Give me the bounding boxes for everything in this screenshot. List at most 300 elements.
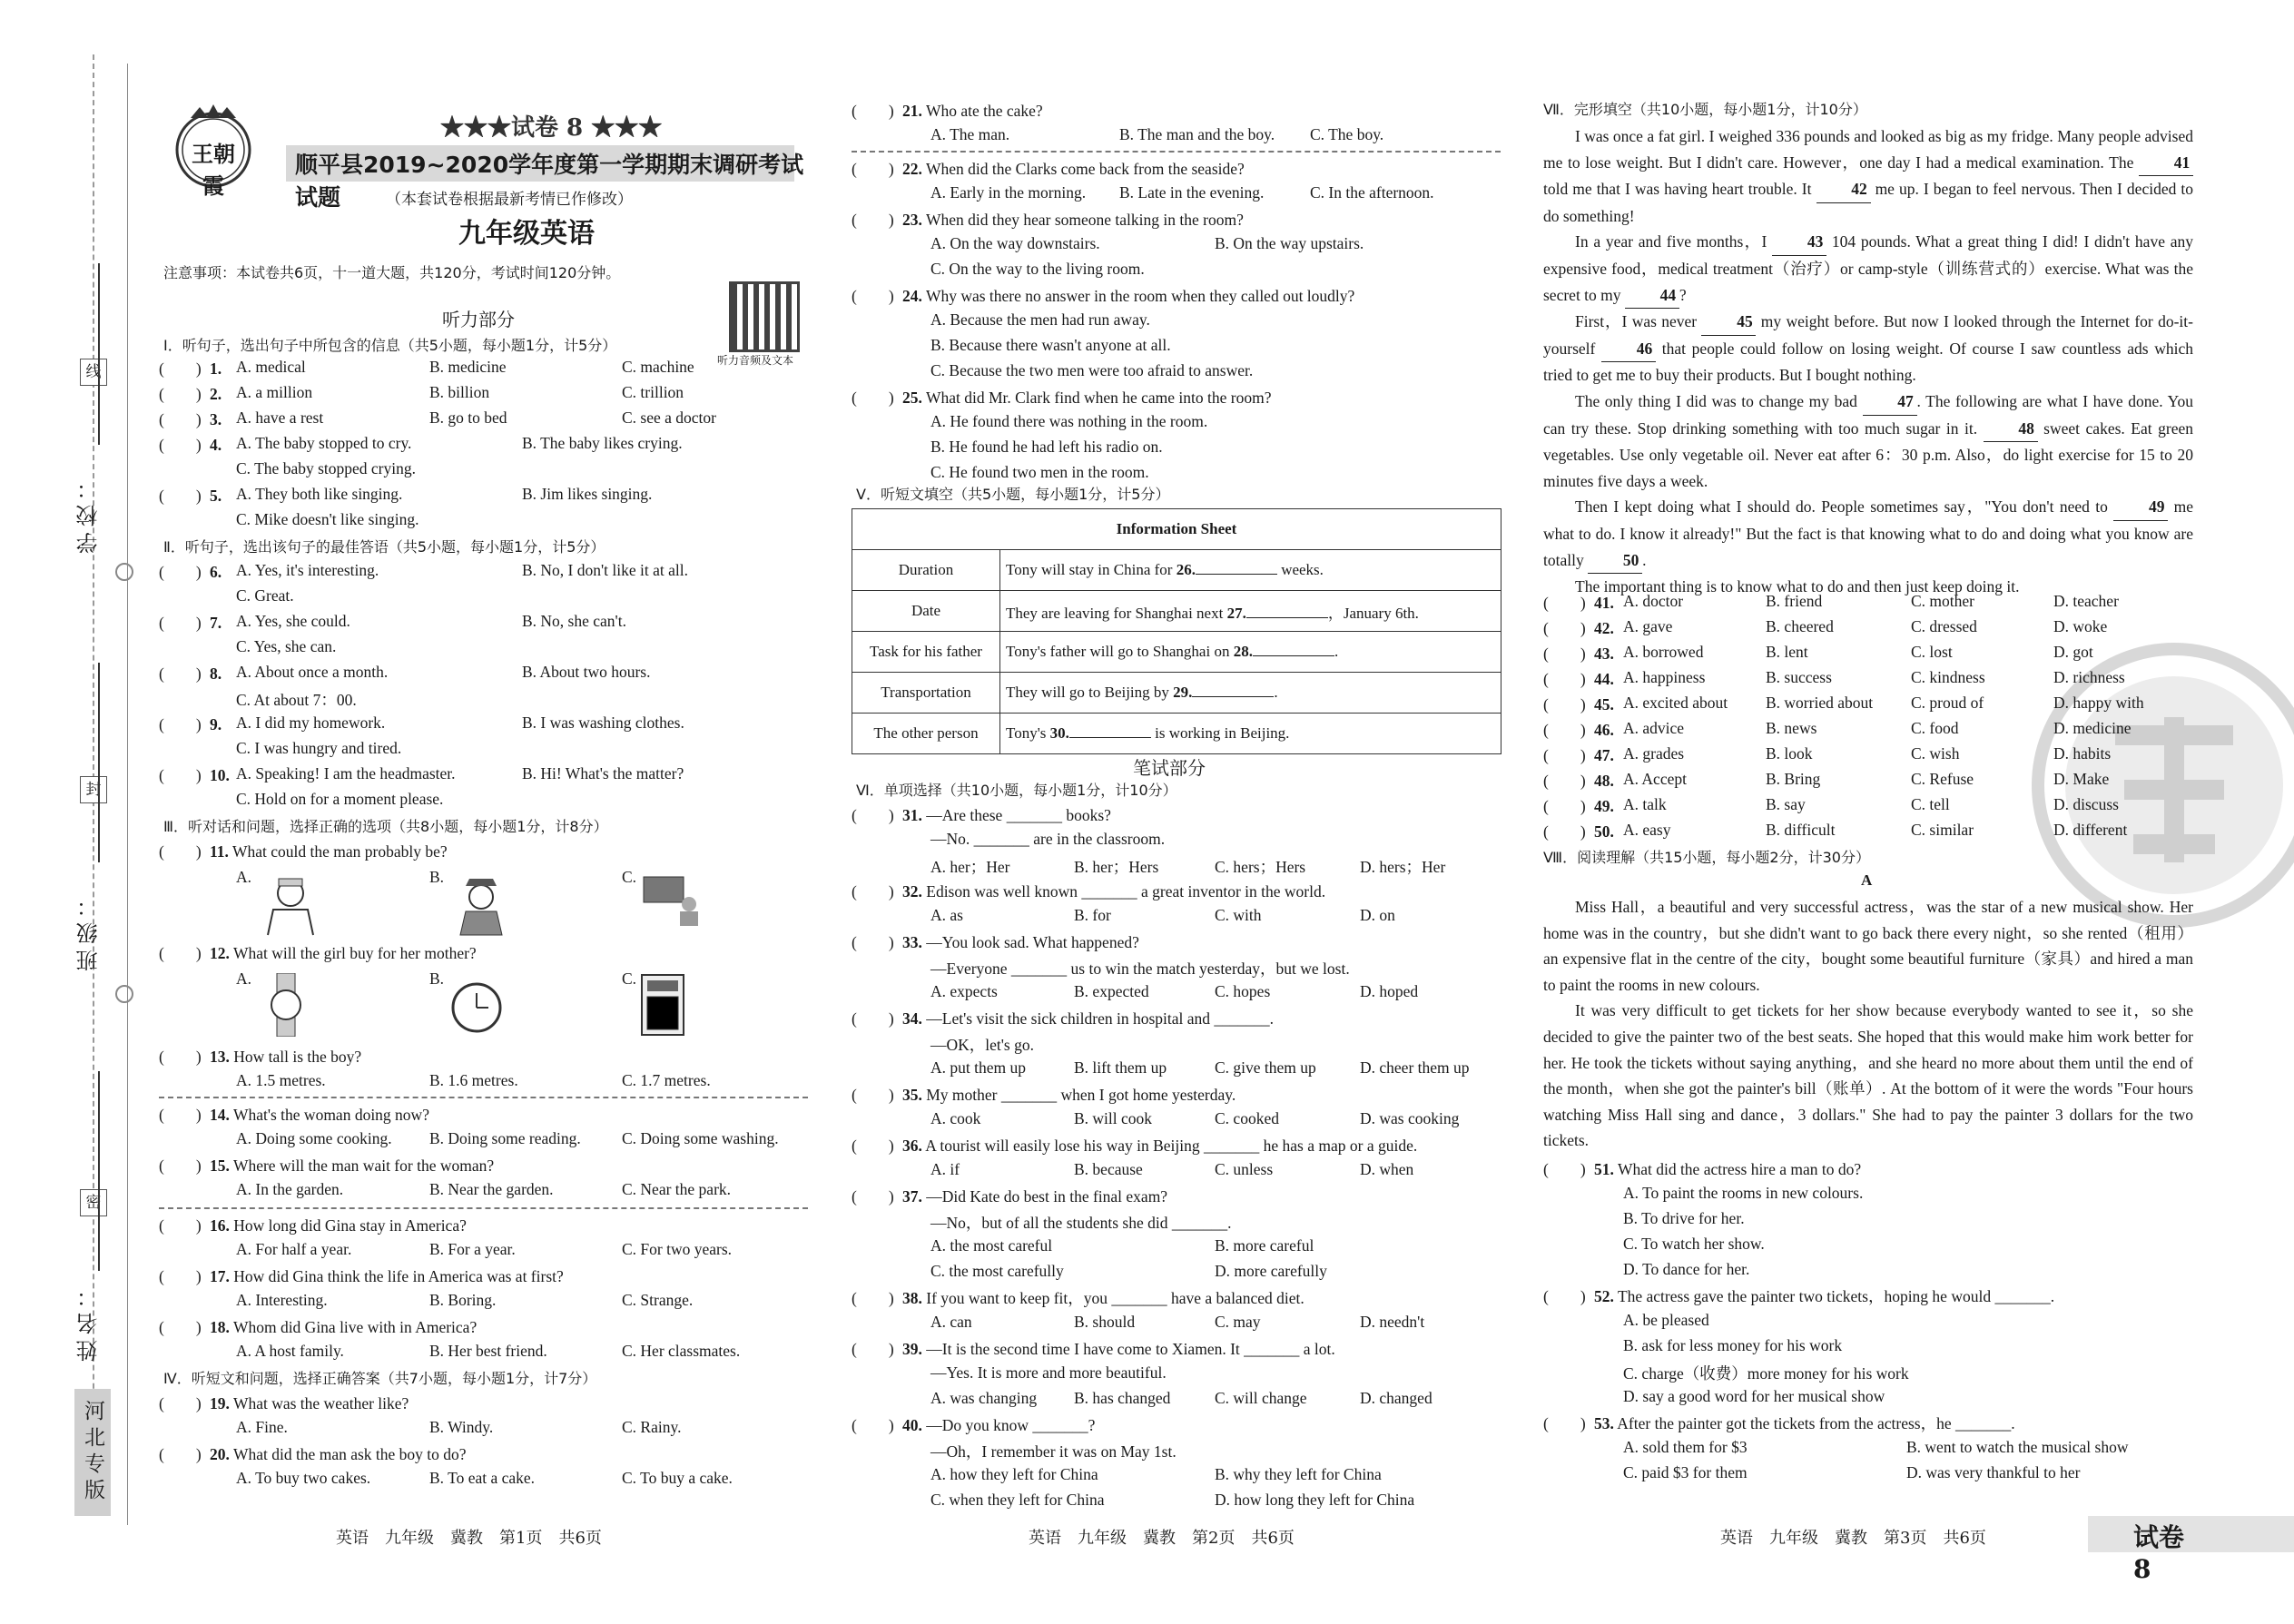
table-row: [852, 632, 1501, 673]
question-46: ( ) 46.: [1543, 721, 1614, 739]
q52-stem: The actress gave the painter two tickets，hoping he would _______.: [1617, 1287, 2055, 1305]
q8-num: 8.: [210, 664, 222, 683]
q10-c: C. Hold on for a moment please.: [236, 790, 444, 808]
q16-b: B. For a year.: [429, 1240, 516, 1258]
q23-num: 23.: [902, 211, 922, 229]
question-6: ( ) 6.: [159, 563, 222, 581]
section-6-title: Ⅵ．单项选择（共10小题，每小题1分，计10分）: [856, 782, 1177, 799]
q49-c: C. tell: [1911, 795, 1950, 813]
q20-a: A. To buy two cakes.: [236, 1469, 371, 1487]
q17-a: A. Interesting.: [236, 1291, 328, 1309]
question-50: ( ) 50.: [1543, 822, 1614, 841]
q33-c: C. hopes: [1215, 982, 1271, 1000]
q44-d: D. richness: [2053, 668, 2125, 686]
q3-c: C. see a doctor: [622, 408, 716, 427]
school-label: 学校：: [76, 472, 102, 554]
q48-c: C. Refuse: [1911, 770, 1974, 788]
page-3-footer: 英语 九年级 冀教 第3页 共6页: [1720, 1529, 1986, 1548]
series-label: ★★★试卷 8 ★★★: [440, 114, 663, 142]
q52-b: B. ask for less money for his work: [1623, 1336, 1843, 1354]
cloze-p4a: The only thing I did was to change my bad: [1575, 391, 1863, 410]
q53-b: B. went to watch the musical show: [1906, 1438, 2129, 1456]
q39-d: D. changed: [1360, 1389, 1433, 1407]
q8-c: C. At about 7：00.: [236, 691, 357, 709]
info-rows-4-pre: Tony's: [1006, 724, 1050, 742]
q17-num: 17.: [210, 1267, 230, 1285]
q32-stem: Edison was well known _______ a great inventor in the world.: [926, 882, 1326, 901]
q15-a: A. In the garden.: [236, 1180, 344, 1198]
question-18: ( ) 18. Whom did Gina live with in America?: [159, 1318, 478, 1336]
q38-stem: If you want to keep fit，you _______ have a balanced diet.: [926, 1289, 1305, 1307]
q25-b: B. He found he had left his radio on.: [930, 438, 1163, 456]
q31-a: A. her；Her: [930, 858, 1010, 876]
q22-num: 22.: [902, 160, 922, 178]
q52-d: D. say a good word for her musical show: [1623, 1387, 1885, 1405]
q47-b: B. look: [1766, 744, 1813, 763]
cloze-b43: 43: [1772, 229, 1826, 256]
q39-b: B. has changed: [1074, 1389, 1171, 1407]
reading-passage-a: [1543, 894, 2193, 1154]
info-rows-3-pre: They will go to Beijing by: [1006, 684, 1174, 701]
cloze-b49: 49: [2113, 494, 2168, 521]
q46-c: C. food: [1911, 719, 1959, 737]
cloze-p2b: 104 pounds. What a great thing I did! I didn't have any expensive food，medical treatment（治疗）or camp-style（训练营式的）exercise. What was the secret to my: [1543, 232, 2193, 304]
question-41: ( ) 41.: [1543, 594, 1614, 612]
q38-b: B. should: [1074, 1313, 1136, 1331]
q45-d: D. happy with: [2053, 694, 2144, 712]
q50-a: A. easy: [1623, 821, 1671, 839]
q47-num: 47.: [1594, 746, 1614, 764]
q43-a: A. borrowed: [1623, 643, 1704, 661]
q51-b: B. To drive for her.: [1623, 1209, 1745, 1227]
q21-a: A. The man.: [930, 125, 1010, 143]
q47-a: A. grades: [1623, 744, 1685, 763]
q7-a: A. Yes, she could.: [236, 612, 350, 630]
q42-d: D. woke: [2053, 617, 2108, 635]
q50-num: 50.: [1594, 822, 1614, 841]
q35-b: B. will cook: [1074, 1109, 1153, 1127]
question-21: ( ) 21. Who ate the cake?: [852, 102, 1043, 120]
q40-c: C. when they left for China: [930, 1491, 1105, 1509]
q13-b: B. 1.6 metres.: [429, 1071, 518, 1089]
q14-num: 14.: [210, 1106, 230, 1124]
q48-b: B. Bring: [1766, 770, 1821, 788]
q9-b: B. I was washing clothes.: [522, 714, 684, 732]
info-rows-1-post: ，January 6th.: [1327, 604, 1419, 622]
question-49: ( ) 49.: [1543, 797, 1614, 815]
q43-b: B. lent: [1766, 643, 1808, 661]
q40-d: D. how long they left for China: [1215, 1491, 1415, 1509]
class-label: 班级：: [76, 890, 102, 971]
q18-b: B. Her best friend.: [429, 1342, 547, 1360]
q2-b: B. billion: [429, 383, 490, 401]
q34-num: 34.: [902, 1009, 922, 1028]
q49-b: B. say: [1766, 795, 1806, 813]
q31-b: B. her；Hers: [1074, 858, 1159, 876]
q19-a: A. Fine.: [236, 1418, 288, 1436]
q53-d: D. was very thankful to her: [1906, 1463, 2081, 1481]
q51-stem: What did the actress hire a man to do?: [1617, 1160, 1862, 1178]
q34-b: B. lift them up: [1074, 1058, 1167, 1077]
q44-num: 44.: [1594, 670, 1614, 688]
section-1-title: Ⅰ．听句子，选出句子中所包含的信息（共5小题，每小题1分，计5分）: [163, 337, 617, 354]
q22-c: C. In the afternoon.: [1310, 183, 1434, 202]
q15-c: C. Near the park.: [622, 1180, 732, 1198]
q46-d: D. medicine: [2053, 719, 2132, 737]
q49-d: D. discuss: [2053, 795, 2119, 813]
q37-d: D. more carefully: [1215, 1262, 1327, 1280]
q40-a: A. how they left for China: [930, 1465, 1098, 1483]
q45-a: A. excited about: [1623, 694, 1728, 712]
q40-num: 40.: [902, 1416, 922, 1434]
section-4-title: Ⅳ．听短文和问题，选择正确答案（共7小题，每小题1分，计7分）: [163, 1370, 597, 1387]
info-rows-2-num: 28.: [1233, 643, 1253, 660]
q48-d: D. Make: [2053, 770, 2110, 788]
q41-num: 41.: [1594, 594, 1614, 612]
q9-num: 9.: [210, 715, 222, 733]
cloze-p3c: that people could follow on losing weight. Of course I saw countless ads which tried to get me to buy their products. But I bought nothing.: [1543, 339, 2193, 385]
paper-badge: 试卷 8: [2133, 1522, 2185, 1584]
answer-blank[interactable]: [1196, 574, 1277, 575]
q23-b: B. On the way upstairs.: [1215, 234, 1364, 252]
q37-num: 37.: [902, 1187, 922, 1206]
q31-c: C. hers；Hers: [1215, 858, 1306, 876]
q49-a: A. talk: [1623, 795, 1667, 813]
question-53: ( ) 53. After the painter got the tickets from the actress，he _______.: [1543, 1414, 2015, 1432]
q39-a: A. was changing: [930, 1389, 1038, 1407]
question-35: ( ) 35. My mother _______ when I got home yesterday.: [852, 1086, 1236, 1104]
cloze-p2a: In a year and five months，I: [1575, 232, 1773, 251]
q20-c: C. To buy a cake.: [622, 1469, 733, 1487]
cloze-p4b: . The following are what I have done. You can try these. Stop drinking something with too much sugar in it.: [1543, 391, 2193, 438]
table-row: [852, 591, 1501, 632]
q24-a: A. Because the men had run away.: [930, 310, 1150, 329]
q46-num: 46.: [1594, 721, 1614, 739]
q20-b: B. To eat a cake.: [429, 1469, 536, 1487]
cloze-p2c: ?: [1679, 285, 1687, 304]
info-rows-0-post: weeks.: [1276, 561, 1324, 578]
name-input-line[interactable]: [98, 1071, 100, 1271]
q5-b: B. Jim likes singing.: [522, 485, 653, 503]
q35-num: 35.: [902, 1086, 922, 1104]
reading-p1: Miss Hall，a beautiful and very successful actress，was the star of a new musical show. Her home was in the country，but she didn't want to go back there every night，so she rented（租用）an expensive flat in the centre of the city，bought some beautiful furniture（家具）and hired a man to paint the rooms in new colours.: [1543, 898, 2193, 994]
question-11: ( ) 11. What could the man probably be?: [159, 842, 448, 861]
school-input-line[interactable]: [98, 263, 100, 445]
q38-c: C. may: [1215, 1313, 1261, 1331]
watch-picture: [263, 973, 309, 1037]
q2-a: A. a million: [236, 383, 313, 401]
q25-num: 25.: [902, 389, 922, 407]
question-17: ( ) 17. How did Gina think the life in America was at first?: [159, 1267, 564, 1285]
q15-stem: Where will the man wait for the woman?: [232, 1156, 495, 1175]
name-label: 姓名：: [76, 1280, 102, 1362]
q37-b: B. more careful: [1215, 1236, 1314, 1255]
q13-c: C. 1.7 metres.: [622, 1071, 711, 1089]
page-1-footer: 英语 九年级 冀教 第1页 共6页: [336, 1529, 602, 1548]
q33-stem: —You look sad. What happened?: [926, 933, 1139, 951]
cloze-b41: 41: [2139, 150, 2193, 177]
q18-num: 18.: [210, 1318, 230, 1336]
cloze-b47: 47: [1863, 389, 1917, 416]
cloze-b50: 50: [1588, 547, 1642, 575]
clock-picture: [445, 973, 508, 1037]
q16-stem: How long did Gina stay in America?: [233, 1216, 467, 1235]
q42-c: C. dressed: [1911, 617, 1977, 635]
question-13: ( ) 13. How tall is the boy?: [159, 1048, 362, 1066]
q36-num: 36.: [902, 1137, 922, 1155]
q17-stem: How did Gina think the life in America was at first?: [233, 1267, 564, 1285]
q17-c: C. Strange.: [622, 1291, 694, 1309]
q42-num: 42.: [1594, 619, 1614, 637]
q31-num: 31.: [902, 806, 922, 824]
q12-c: C.: [622, 969, 637, 988]
q53-num: 53.: [1594, 1414, 1614, 1432]
info-heading: Information Sheet: [852, 509, 1501, 550]
q46-b: B. news: [1766, 719, 1817, 737]
cloze-b42: 42: [1816, 176, 1871, 203]
page-title: 九年级英语: [458, 218, 595, 250]
q52-num: 52.: [1594, 1287, 1614, 1305]
q37-c: C. the most carefully: [930, 1262, 1064, 1280]
q34-c: C. give them up: [1215, 1058, 1316, 1077]
q42-b: B. cheered: [1766, 617, 1834, 635]
info-rows-0-label: Duration: [852, 550, 1000, 591]
cloze-p5a: Then I kept doing what I should do. People sometimes say，"You don't need to: [1575, 497, 2114, 517]
q47-c: C. wish: [1911, 744, 1960, 763]
table-row: [852, 714, 1501, 754]
question-48: ( ) 48.: [1543, 772, 1614, 790]
q53-a: A. sold them for $3: [1623, 1438, 1748, 1456]
question-52: ( ) 52. The actress gave the painter two tickets，hoping he would _______.: [1543, 1287, 2055, 1305]
q10-b: B. Hi! What's the matter?: [522, 764, 684, 782]
question-31: ( ) 31. —Are these _______ books?: [852, 806, 1111, 824]
information-sheet: [852, 508, 1501, 754]
q14-a: A. Doing some cooking.: [236, 1129, 392, 1147]
q20-stem: What did the man ask the boy to do?: [232, 1445, 467, 1463]
cloze-p3a: First，I was never: [1575, 312, 1702, 331]
q18-a: A. A host family.: [236, 1342, 344, 1360]
cloze-p5c: .: [1642, 550, 1647, 569]
q13-num: 13.: [210, 1048, 230, 1066]
info-rows-2-pre: Tony's father will go to Shanghai on: [1006, 643, 1234, 660]
table-row: [852, 673, 1501, 714]
cloze-p1a: I was once a fat girl. I weighed 336 pounds and looked as big as my fridge. Many people advised me to lose weight. But I didn't care. However，one day I had a medical examination. The: [1543, 127, 2193, 172]
answer-blank[interactable]: [1246, 617, 1328, 618]
question-20: ( ) 20. What did the man ask the boy to do?: [159, 1445, 467, 1463]
q40-stem: —Do you know _______?: [926, 1416, 1096, 1434]
question-24: ( ) 24. Why was there no answer in the room when they called out loudly?: [852, 287, 1355, 305]
q43-num: 43.: [1594, 645, 1614, 663]
q3-num: 3.: [210, 410, 222, 428]
q2-num: 2.: [210, 385, 222, 403]
q7-num: 7.: [210, 614, 222, 632]
info-rows-3-label: Transportation: [852, 673, 1000, 714]
cloze-p3b: my weight before. But now I looked through the Internet for do-it-yourself: [1543, 312, 2193, 358]
q6-num: 6.: [210, 563, 222, 581]
mark-seal: 封: [80, 776, 107, 803]
q34-d: D. cheer them up: [1360, 1058, 1470, 1077]
q43-d: D. got: [2053, 643, 2093, 661]
q45-c: C. proud of: [1911, 694, 1984, 712]
cloze-passage: [1543, 123, 2193, 600]
q14-b: B. Doing some reading.: [429, 1129, 581, 1147]
q4-a: A. The baby stopped to cry.: [236, 434, 412, 452]
q1-a: A. medical: [236, 358, 306, 376]
q20-num: 20.: [210, 1445, 230, 1463]
q19-num: 19.: [210, 1394, 230, 1412]
q35-stem: My mother _______ when I got home yesterday.: [926, 1086, 1236, 1104]
binding-margin: [0, 0, 127, 1624]
q32-num: 32.: [902, 882, 922, 901]
q41-d: D. teacher: [2053, 592, 2119, 610]
q4-num: 4.: [210, 436, 222, 454]
q4-b: B. The baby likes crying.: [522, 434, 683, 452]
q9-c: C. I was hungry and tired.: [236, 739, 402, 757]
question-43: ( ) 43.: [1543, 645, 1614, 663]
q50-c: C. similar: [1911, 821, 1974, 839]
q5-num: 5.: [210, 487, 222, 505]
q39-num: 39.: [902, 1340, 922, 1358]
q16-num: 16.: [210, 1216, 230, 1235]
question-5: ( ) 5.: [159, 487, 222, 505]
q3-a: A. have a rest: [236, 408, 324, 427]
q14-c: C. Doing some washing.: [622, 1129, 779, 1147]
q33-a: A. expects: [930, 982, 998, 1000]
info-rows-1-label: Date: [852, 591, 1000, 632]
info-rows-3-post: .: [1274, 684, 1278, 701]
q6-b: B. No, I don't like it at all.: [522, 561, 688, 579]
question-22: ( ) 22. When did the Clarks come back from the seaside?: [852, 160, 1245, 178]
q48-num: 48.: [1594, 772, 1614, 790]
q2-c: C. trillion: [622, 383, 684, 401]
info-rows-2-label: Task for his father: [852, 632, 1000, 673]
mark-line: 线: [80, 359, 107, 386]
q42-a: A. gave: [1623, 617, 1673, 635]
q15-b: B. Near the garden.: [429, 1180, 554, 1198]
q16-a: A. For half a year.: [236, 1240, 352, 1258]
edition-tag: 河北专版: [74, 1389, 111, 1516]
q41-c: C. mother: [1911, 592, 1974, 610]
question-8: ( ) 8.: [159, 664, 222, 683]
q5-c: C. Mike doesn't like singing.: [236, 510, 419, 528]
q35-a: A. cook: [930, 1109, 981, 1127]
cloze-b45: 45: [1701, 309, 1756, 336]
section-7-title: Ⅶ．完形填空（共10小题，每小题1分，计10分）: [1543, 101, 1867, 118]
reading-p2: It was very difficult to get tickets for her show because everybody wanted to see it，so she decided to give the painter two of the best seats. She hoped that this would make him work better for her. He took the tickets without saying anything，and she heard no more about them until the end of the month，when she got the painter's bill（账单）. At the bottom of it were the words "Four hours watching Miss Hall sing and dance，3 dollars." She had to pay the painter 3 dollars for the two tickets.: [1543, 1001, 2193, 1150]
info-rows-0-pre: Tony will stay in China for: [1006, 561, 1177, 578]
q22-b: B. Late in the evening.: [1119, 183, 1265, 202]
question-3: ( ) 3.: [159, 410, 222, 428]
q8-a: A. About once a month.: [236, 663, 389, 681]
section-3-title: Ⅲ．听对话和问题，选择正确的选项（共8小题，每小题1分，计8分）: [163, 818, 608, 835]
q44-b: B. success: [1766, 668, 1832, 686]
q37-a: A. the most careful: [930, 1236, 1053, 1255]
q12-stem: What will the girl buy for her mother?: [232, 944, 477, 962]
q40-b: B. why they left for China: [1215, 1465, 1382, 1483]
q45-b: B. worried about: [1766, 694, 1874, 712]
question-42: ( ) 42.: [1543, 619, 1614, 637]
q11-c: C.: [622, 868, 637, 886]
question-2: ( ) 2.: [159, 385, 222, 403]
q48-a: A. Accept: [1623, 770, 1687, 788]
q32-c: C. with: [1215, 906, 1262, 924]
question-10: ( ) 10.: [159, 766, 230, 784]
question-15: ( ) 15. Where will the man wait for the woman?: [159, 1156, 495, 1175]
q43-c: C. lost: [1911, 643, 1953, 661]
q37-stem2: —No，but of all the students she did _______.: [930, 1214, 1232, 1232]
q25-a: A. He found there was nothing in the room.: [930, 412, 1208, 430]
section-5-title: Ⅴ．听短文填空（共5小题，每小题1分，计5分）: [856, 486, 1170, 503]
info-rows-1-num: 27.: [1226, 604, 1246, 622]
question-34: ( ) 34. —Let's visit the sick children in hospital and _______.: [852, 1009, 1275, 1028]
qr-code[interactable]: [729, 281, 800, 352]
question-7: ( ) 7.: [159, 614, 222, 632]
q47-d: D. habits: [2053, 744, 2112, 763]
q41-b: B. friend: [1766, 592, 1823, 610]
q19-c: C. Rainy.: [622, 1418, 682, 1436]
exam-notice: 注意事项：本试卷共6页，十一道大题，共120分，考试时间120分钟。: [163, 264, 621, 281]
question-23: ( ) 23. When did they hear someone talking in the room?: [852, 211, 1244, 229]
class-input-line[interactable]: [98, 663, 100, 862]
q6-c: C. Great.: [236, 586, 294, 605]
q11-b: B.: [429, 868, 445, 886]
q31-stem2: —No. _______ are in the classroom.: [930, 830, 1166, 848]
question-1: ( ) 1.: [159, 359, 222, 378]
q9-a: A. I did my homework.: [236, 714, 386, 732]
question-19: ( ) 19. What was the weather like?: [159, 1394, 409, 1412]
q36-b: B. because: [1074, 1160, 1143, 1178]
question-33: ( ) 33. —You look sad. What happened?: [852, 933, 1139, 951]
q50-b: B. difficult: [1766, 821, 1836, 839]
q39-stem2: —Yes. It is more and more beautiful.: [930, 1363, 1167, 1382]
writing-title: 笔试部分: [1133, 757, 1206, 779]
answer-blank[interactable]: [1069, 737, 1151, 738]
q1-b: B. medicine: [429, 358, 507, 376]
q6-a: A. Yes, it's interesting.: [236, 561, 379, 579]
answer-blank[interactable]: [1253, 655, 1334, 656]
info-rows-2-post: .: [1334, 643, 1339, 660]
q44-a: A. happiness: [1623, 668, 1706, 686]
question-36: ( ) 36. A tourist will easily lose his way in Beijing _______ he has a map or a guide.: [852, 1137, 1418, 1155]
q33-d: D. hoped: [1360, 982, 1419, 1000]
q8-b: B. About two hours.: [522, 663, 651, 681]
q10-num: 10.: [210, 766, 230, 784]
q11-num: 11.: [210, 842, 229, 861]
reading-part-label: A: [1861, 871, 1873, 889]
header-logo_text: 王朝霞: [192, 141, 235, 199]
q12-b: B.: [429, 969, 445, 988]
question-39: ( ) 39. —It is the second time I have come to Xiamen. It _______ a lot.: [852, 1340, 1335, 1358]
q14-stem: What's the woman doing now?: [232, 1106, 429, 1124]
q13-a: A. 1.5 metres.: [236, 1071, 326, 1089]
cloze-p4c: sweet cakes. Eat green vegetables. Use only vegetable oil. Never eat after 6：30 p.m. Also，do light exercise for 15 to 20 minutes five days a week.: [1543, 418, 2194, 490]
q25-stem: What did Mr. Clark find when he came into the room?: [925, 389, 1272, 407]
answer-blank[interactable]: [1192, 696, 1274, 697]
question-37: ( ) 37. —Did Kate do best in the final exam?: [852, 1187, 1168, 1206]
doctor-picture: [259, 873, 322, 937]
q11-stem: What could the man probably be?: [231, 842, 448, 861]
q40-stem2: —Oh，I remember it was on May 1st.: [930, 1442, 1177, 1461]
q21-num: 21.: [902, 102, 922, 120]
q36-d: D. when: [1360, 1160, 1414, 1178]
info-rows-4-post: is working in Beijing.: [1150, 724, 1290, 742]
q24-b: B. Because there wasn't anyone at all.: [930, 336, 1171, 354]
q33-num: 33.: [902, 933, 922, 951]
question-14: ( ) 14. What's the woman doing now?: [159, 1106, 429, 1124]
cloze-b48: 48: [1984, 416, 2038, 443]
q18-c: C. Her classmates.: [622, 1342, 741, 1360]
question-25: ( ) 25. What did Mr. Clark find when he came into the room?: [852, 389, 1272, 407]
